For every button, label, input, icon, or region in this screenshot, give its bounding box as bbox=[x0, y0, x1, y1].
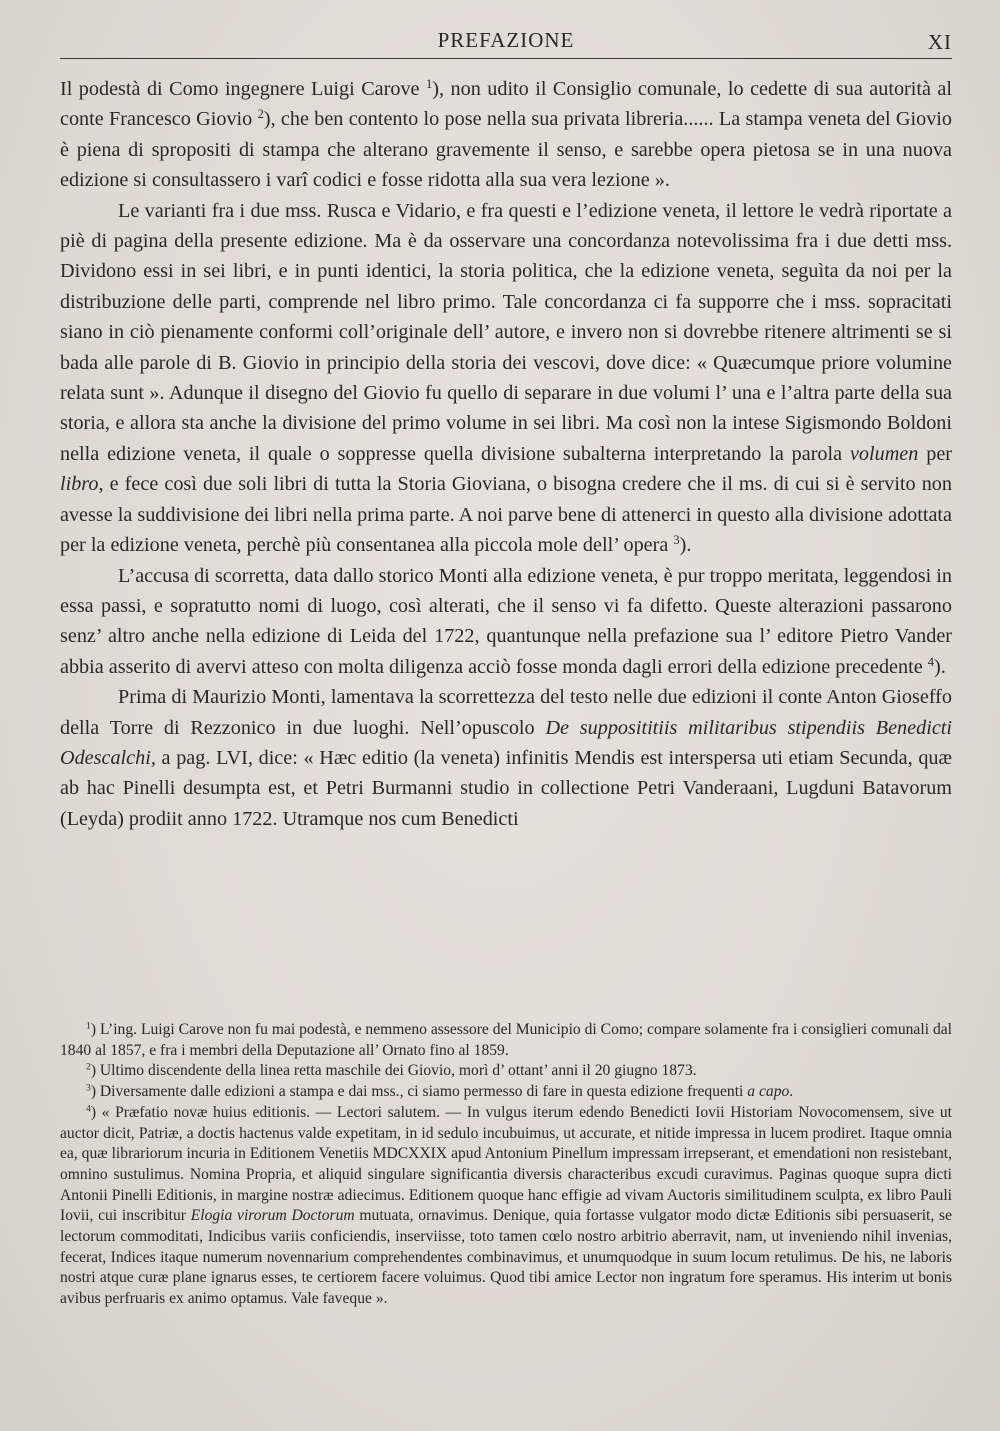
body-paragraph bbox=[60, 561, 952, 683]
text-run: ) « Præfatio novæ huius editionis. — Lectori salutem. — In vulgus iterum edendo Benedicti Iovii Historiam Novocomensem, sive ut auctor dicit, Patriæ, a doctis hactenus valde expetitam, in id sedulo incubuimus, ut accurate, et nitide impressa in lucem prodiret. Itaque omnia ea, quæ librariorum incuria in Editionem Venetiis MDCXXIX apud Antonium Pinellum impressam irrepserant, et emendationi non resistebant, omnino sustulimus. Nomina Propria, et aliquid singulare significantia diversis characteribus excudi curavimus. Paginas quoque supra dicti Antonii Pinelli Editionis, in margine nostræ adiecimus. Editionem quoque hanc effigie ad vivam Auctoris similitudinem sculpta, ex libro Pauli Iovii, cui inscribitur bbox=[60, 1103, 952, 1225]
text-run: Prima di Maurizio Monti, lamentava la scorrettezza del testo nelle due edizioni il conte Anton Gioseffo della Torre di Rezzonico in due luoghi. Nell’opuscolo bbox=[60, 686, 952, 739]
footnote-marker: 1 bbox=[426, 77, 433, 92]
footnote bbox=[60, 1082, 952, 1103]
body-paragraph bbox=[60, 196, 952, 561]
italic-text: volumen bbox=[849, 442, 919, 465]
running-header bbox=[60, 22, 952, 59]
running-title: PREFAZIONE bbox=[437, 28, 575, 52]
italic-text: a capo bbox=[747, 1083, 790, 1101]
footnote-marker: 4 bbox=[86, 1103, 91, 1115]
text-run: mutuata, ornavimus. Denique, quia fortasse vulgator modo dictæ Editionis sibi persuaserit, se lectorum commoditati, Indicibus variis conficiendis, inserviisse, toto tamen cœlo nostro arbitrio aberravit, nam, ut inveniendo nihil invenias, fecerat, Indices itaque numerum novennarium comprehendentes combinavimus, et unumquodque in suum locum retulimus. De his, ne laboris nostri atque curæ plane ignarus esses, te certiorem facere voluimus. Quod tibi amice Lector non ingratum fore speramus. His interim ut bonis avibus perfruaris ex animo optamus. Vale faveque ». bbox=[60, 1207, 953, 1308]
body-paragraph bbox=[60, 682, 952, 834]
text-run: , e fece così due soli libri di tutta la Storia Gioviana, o bisogna credere che il ms. di cui si è servito non avesse la suddivisione dei libri nella prima parte. A noi parve bene di attenerci in questo alla divisione adottata per la edizione veneta, perchè più consentanea alla piccola mole dell’ opera bbox=[60, 473, 952, 557]
italic-text: De supposititiis militaribus stipendiis Benedicti Odescalchi, bbox=[60, 716, 952, 769]
footnote bbox=[60, 1020, 952, 1061]
text-run: ). bbox=[933, 655, 946, 678]
footnote-marker: 1 bbox=[86, 1020, 91, 1032]
footnote bbox=[60, 1061, 952, 1082]
text-run: Il podestà di Como ingegnere Luigi Carove bbox=[60, 78, 426, 100]
footnote-marker: 2 bbox=[86, 1062, 91, 1074]
body-paragraph bbox=[60, 74, 952, 196]
footnote-marker: 2 bbox=[257, 107, 264, 122]
text-run: . bbox=[789, 1083, 794, 1101]
text-run: ) L’ing. Luigi Carove non fu mai podestà, e nemmeno assessore del Municipio di Como; compare solamente fra i consiglieri comunali dal 1840 al 1857, e fra i membri della Deputazione all’ Ornato fino al 1859. bbox=[60, 1021, 952, 1059]
text-run: ) Ultimo discendente della linea retta maschile dei Giovio, morì d’ ottant’ anni il 20 giugno 1873. bbox=[90, 1062, 697, 1080]
page-number: XI bbox=[927, 30, 952, 54]
footnote-marker: 3 bbox=[86, 1082, 91, 1094]
italic-text: libro bbox=[60, 473, 99, 496]
text-run: ) Diversamente dalle edizioni a stampa e dai mss., ci siamo permesso di fare in questa edizione frequenti bbox=[90, 1083, 748, 1101]
text-run: a pag. LVI, dice: « Hæc editio (la veneta) infinitis Mendis est interspersa uti etiam Secunda, quæ ab hac Pinelli desumpta est, et Petri Burmanni studio in collectione Petri Vanderaani, Lugduni Batavorum (Leyda) prodiit anno 1722. Utramque nos cum Benedicti bbox=[60, 746, 952, 830]
footnote-marker: 4 bbox=[927, 654, 934, 669]
text-run: ). bbox=[679, 534, 692, 557]
footnotes bbox=[60, 1020, 952, 1310]
footnote bbox=[60, 1103, 952, 1310]
text-run: L’accusa di scorretta, data dallo storico Monti alla edizione veneta, è pur troppo meritata, leggendosi in essa passi, e sopratutto nomi di luogo, così alterati, che il senso vi fa difetto. Queste alterazioni passarono senz’ altro anche nella edizione di Leida del 1722, quantunque nella prefazione sua l’ editore Pietro Vander abbia asserito di avervi atteso con molta diligenza acciò fosse monda dagli errori della edizione precedente bbox=[60, 564, 952, 678]
italic-text: Elogia virorum Doctorum bbox=[190, 1207, 355, 1225]
text-run: ), non udito il Consiglio comunale, lo cedette di sua autorità al conte Francesco Giovio bbox=[60, 78, 952, 131]
body-text bbox=[60, 74, 952, 834]
text-run: ), che ben contento lo pose nella sua privata libreria...... La stampa veneta del Giovio è piena di spropositi di stampa che alterano gravemente il senso, e sarebbe opera pietosa se in una nuova edizione si consultassero i varî codici e fosse ridotta alla sua vera lezione ». bbox=[60, 108, 953, 192]
text-run: per bbox=[918, 442, 952, 465]
text-run: Le varianti fra i due mss. Rusca e Vidario, e fra questi e l’edizione veneta, il lettore le vedrà riportate a piè di pagina della presente edizione. Ma è da osservare una concordanza notevolissima fra i due detti mss. Dividono essi in sei libri, e in punti identici, la storia politica, che la edizione veneta, seguìta da noi per la distribuzione delle parti, comprende nel libro primo. Tale concordanza ci fa supporre che i mss. sopracitati siano in ciò pienamente conformi coll’originale dell’ autore, e invero non si dovrebbe ritenere altrimenti se si bada alle parole di B. Giovio in principio della storia dei vescovi, dove dice: « Quæcumque priore volumine relata sunt ». Adunque il disegno del Giovio fu quello di separare in due volumi l’ una e l’altra parte della sua storia, e allora sta anche la divisione del primo volume in sei libri. Ma così non la intese Sigismondo Boldoni nella edizione veneta, il quale o soppresse quella divisione subalterna interpretando la parola bbox=[60, 199, 952, 465]
footnote-marker: 3 bbox=[673, 533, 680, 548]
